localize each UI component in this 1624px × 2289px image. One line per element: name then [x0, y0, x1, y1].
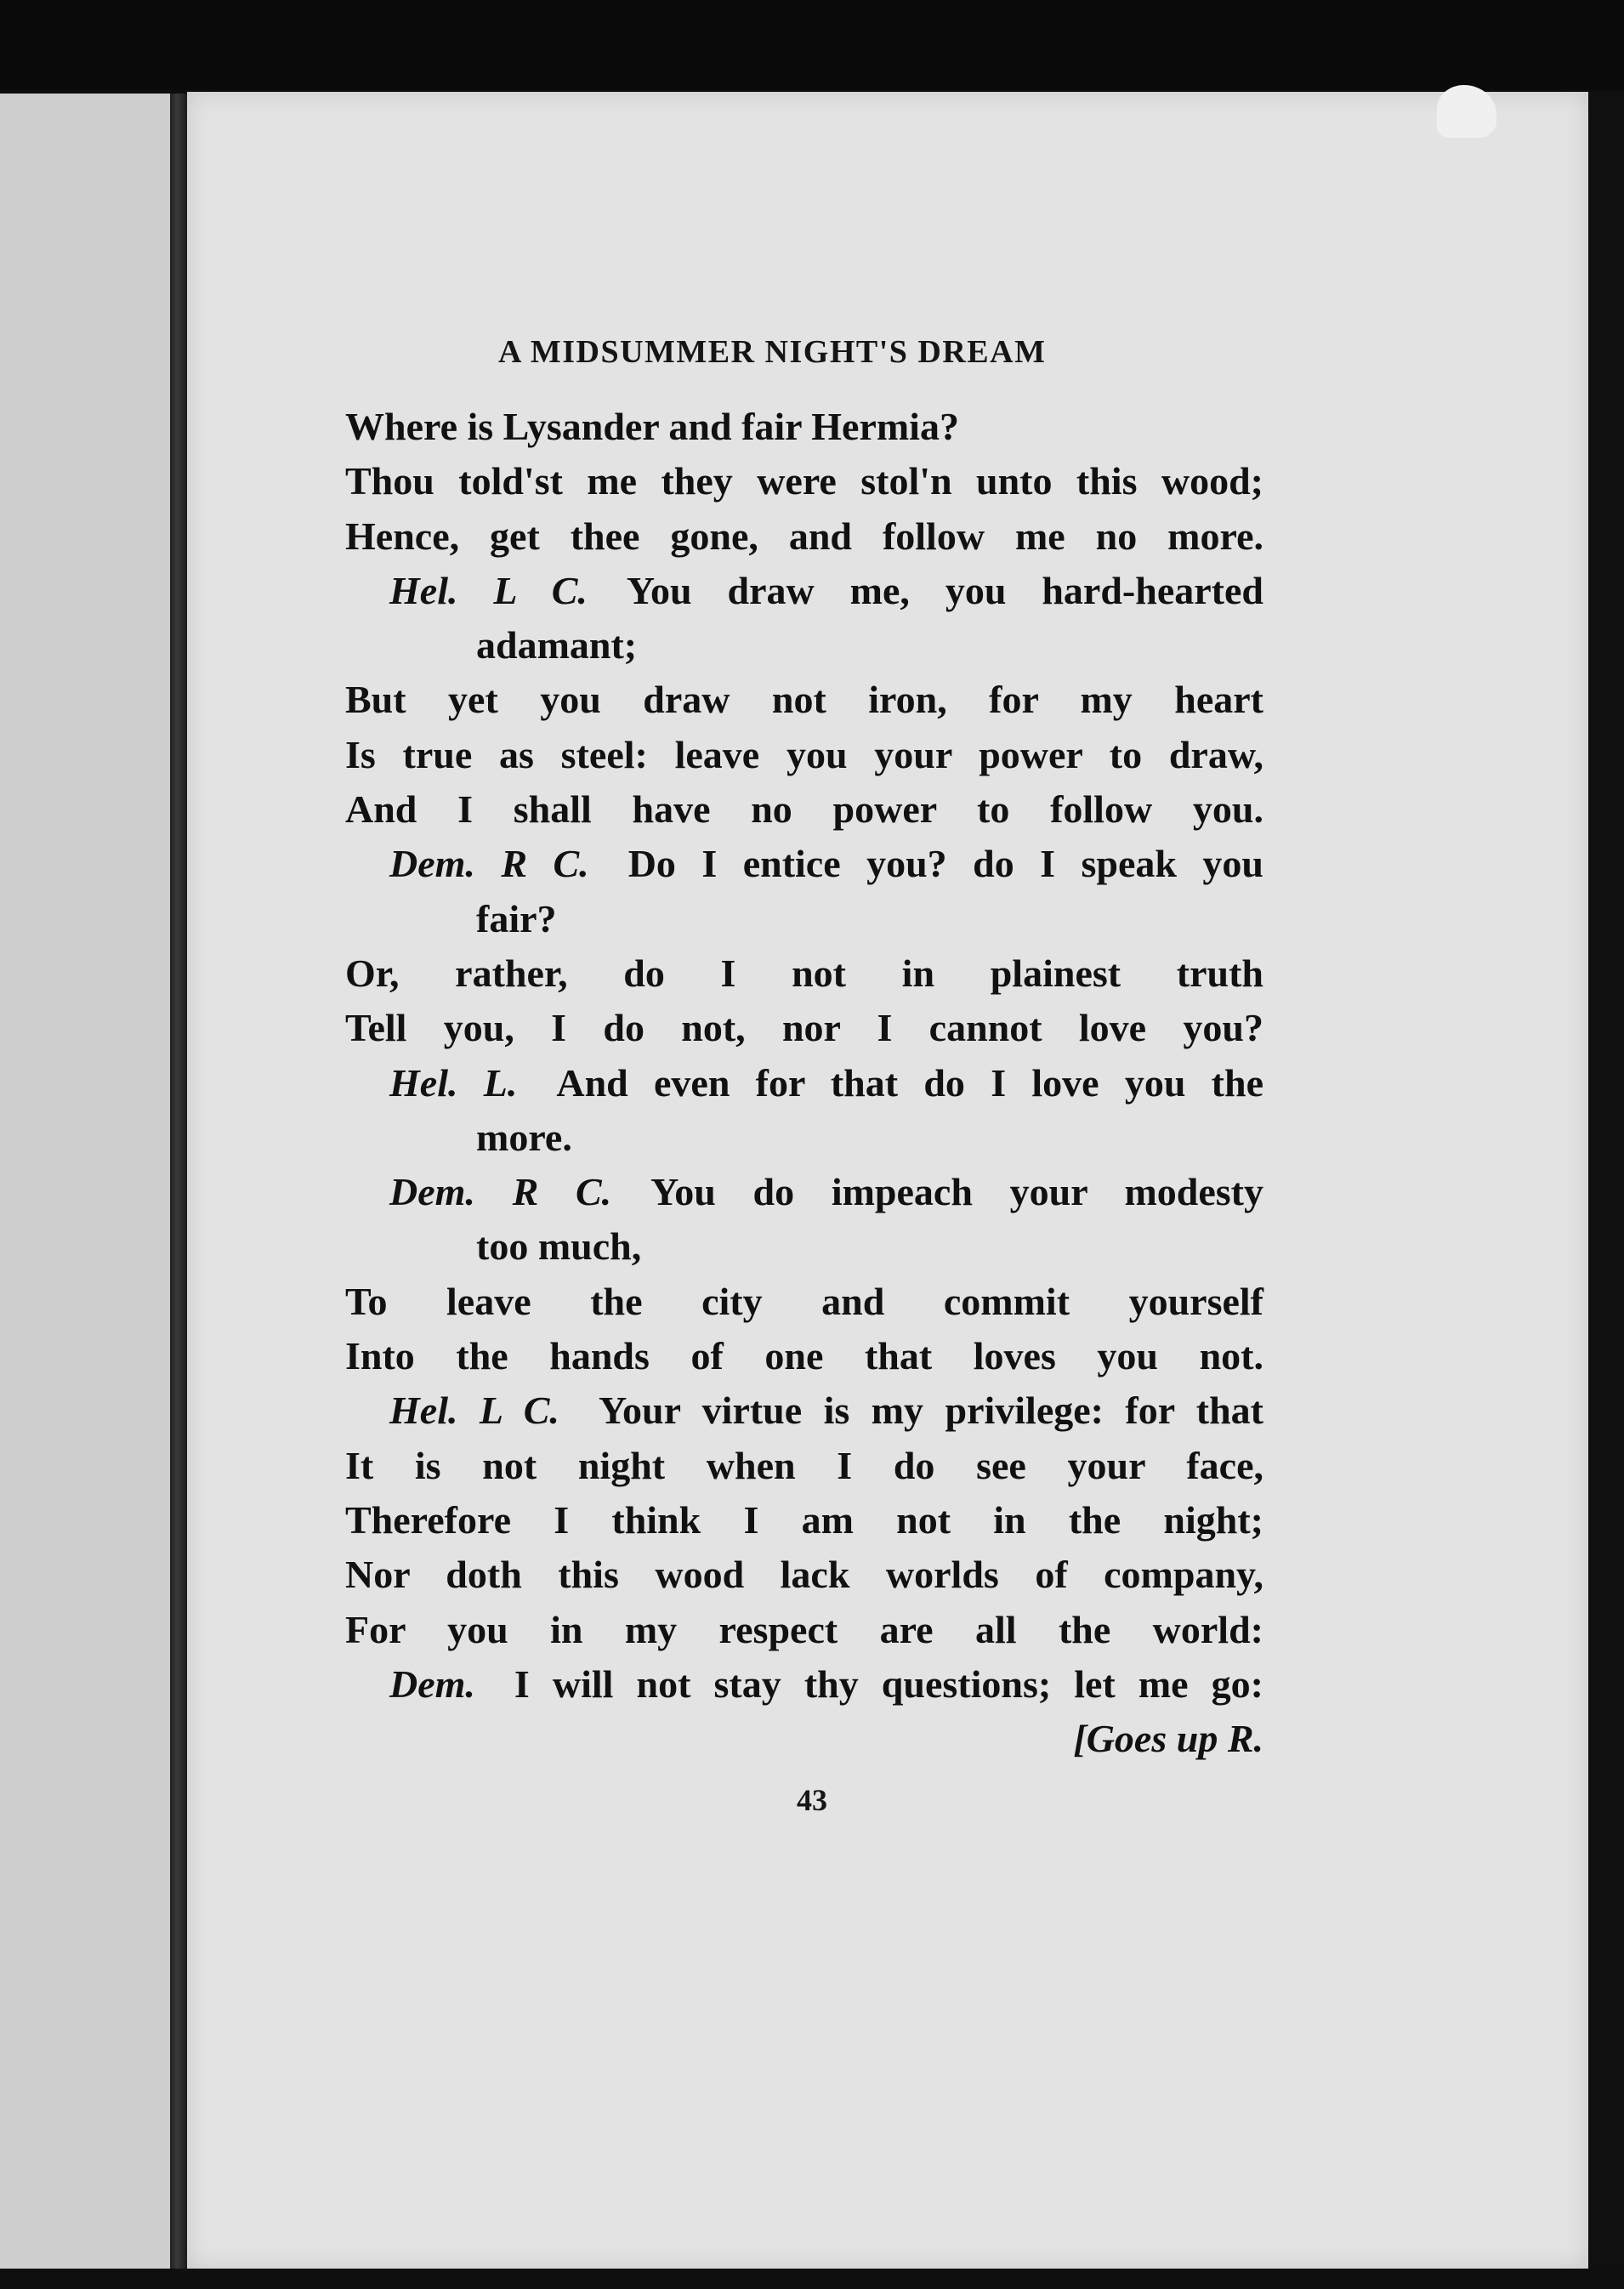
right-scan-edge [1588, 92, 1624, 2289]
facing-page-edge [0, 94, 172, 2270]
text-line [345, 1056, 1263, 1110]
speaker-tag: Dem. R C. [389, 1170, 612, 1214]
text-line: And I shall have no power to follow you. [345, 787, 1263, 832]
speech-text: You do impeach your modesty [650, 1170, 1263, 1214]
text-line: adamant; [476, 623, 638, 667]
text-line: For you in my respect are all the world: [345, 1607, 1263, 1651]
text-line [345, 1383, 1263, 1438]
speaker-tag: Hel. L. [389, 1060, 518, 1105]
speaker-tag: Dem. R C. [389, 842, 589, 886]
text-line: Therefore I think I am not in the night; [345, 1497, 1263, 1542]
text-line: Hence, get thee gone, and follow me no more. [345, 514, 1263, 558]
text-line: fair? [476, 896, 557, 940]
text-line: too much, [476, 1224, 642, 1269]
speech-text: You draw me, you hard-hearted [626, 568, 1263, 612]
text-line: To leave the city and commit yourself [345, 1279, 1263, 1323]
bottom-scan-edge [0, 2269, 1624, 2289]
text-line: Where is Lysander and fair Hermia? [345, 405, 959, 448]
text-line [345, 837, 1263, 891]
speaker-tag: Hel. L C. [389, 568, 588, 612]
text-line: more. [476, 1115, 572, 1159]
text-line: But yet you draw not iron, for my heart [345, 678, 1263, 722]
text-line [345, 564, 1263, 618]
speech-text: I will not stay thy questions; let me go: [514, 1661, 1263, 1706]
speaker-tag: Hel. L C. [389, 1389, 559, 1433]
speaker-tag: Dem. [389, 1661, 475, 1706]
text-line: Into the hands of one that loves you not. [345, 1334, 1263, 1378]
text-line: It is not night when I do see your face, [345, 1443, 1263, 1487]
text-line: Thou told'st me they were stol'n unto this wood; [345, 459, 1263, 503]
text-line: Is true as steel: leave you your power to draw, [345, 732, 1263, 776]
text-line: Nor doth this wood lack worlds of company, [345, 1553, 1263, 1597]
text-line: Tell you, I do not, nor I cannot love you? [345, 1006, 1263, 1050]
play-text [345, 400, 1263, 1766]
text-line: Or, rather, do I not in plainest truth [345, 951, 1263, 995]
stage-direction: [Goes up R. [1073, 1717, 1263, 1761]
text-line [345, 1165, 1263, 1219]
page-number: 43 [797, 1783, 827, 1817]
speech-text: And even for that do I love you the [556, 1060, 1263, 1105]
text-line [345, 1657, 1263, 1712]
book-gutter [170, 94, 187, 2270]
speech-text: Your virtue is my privilege: for that [598, 1389, 1263, 1433]
speech-text: Do I entice you? do I speak you [627, 842, 1263, 886]
running-head: A MIDSUMMER NIGHT'S DREAM [498, 334, 1047, 370]
